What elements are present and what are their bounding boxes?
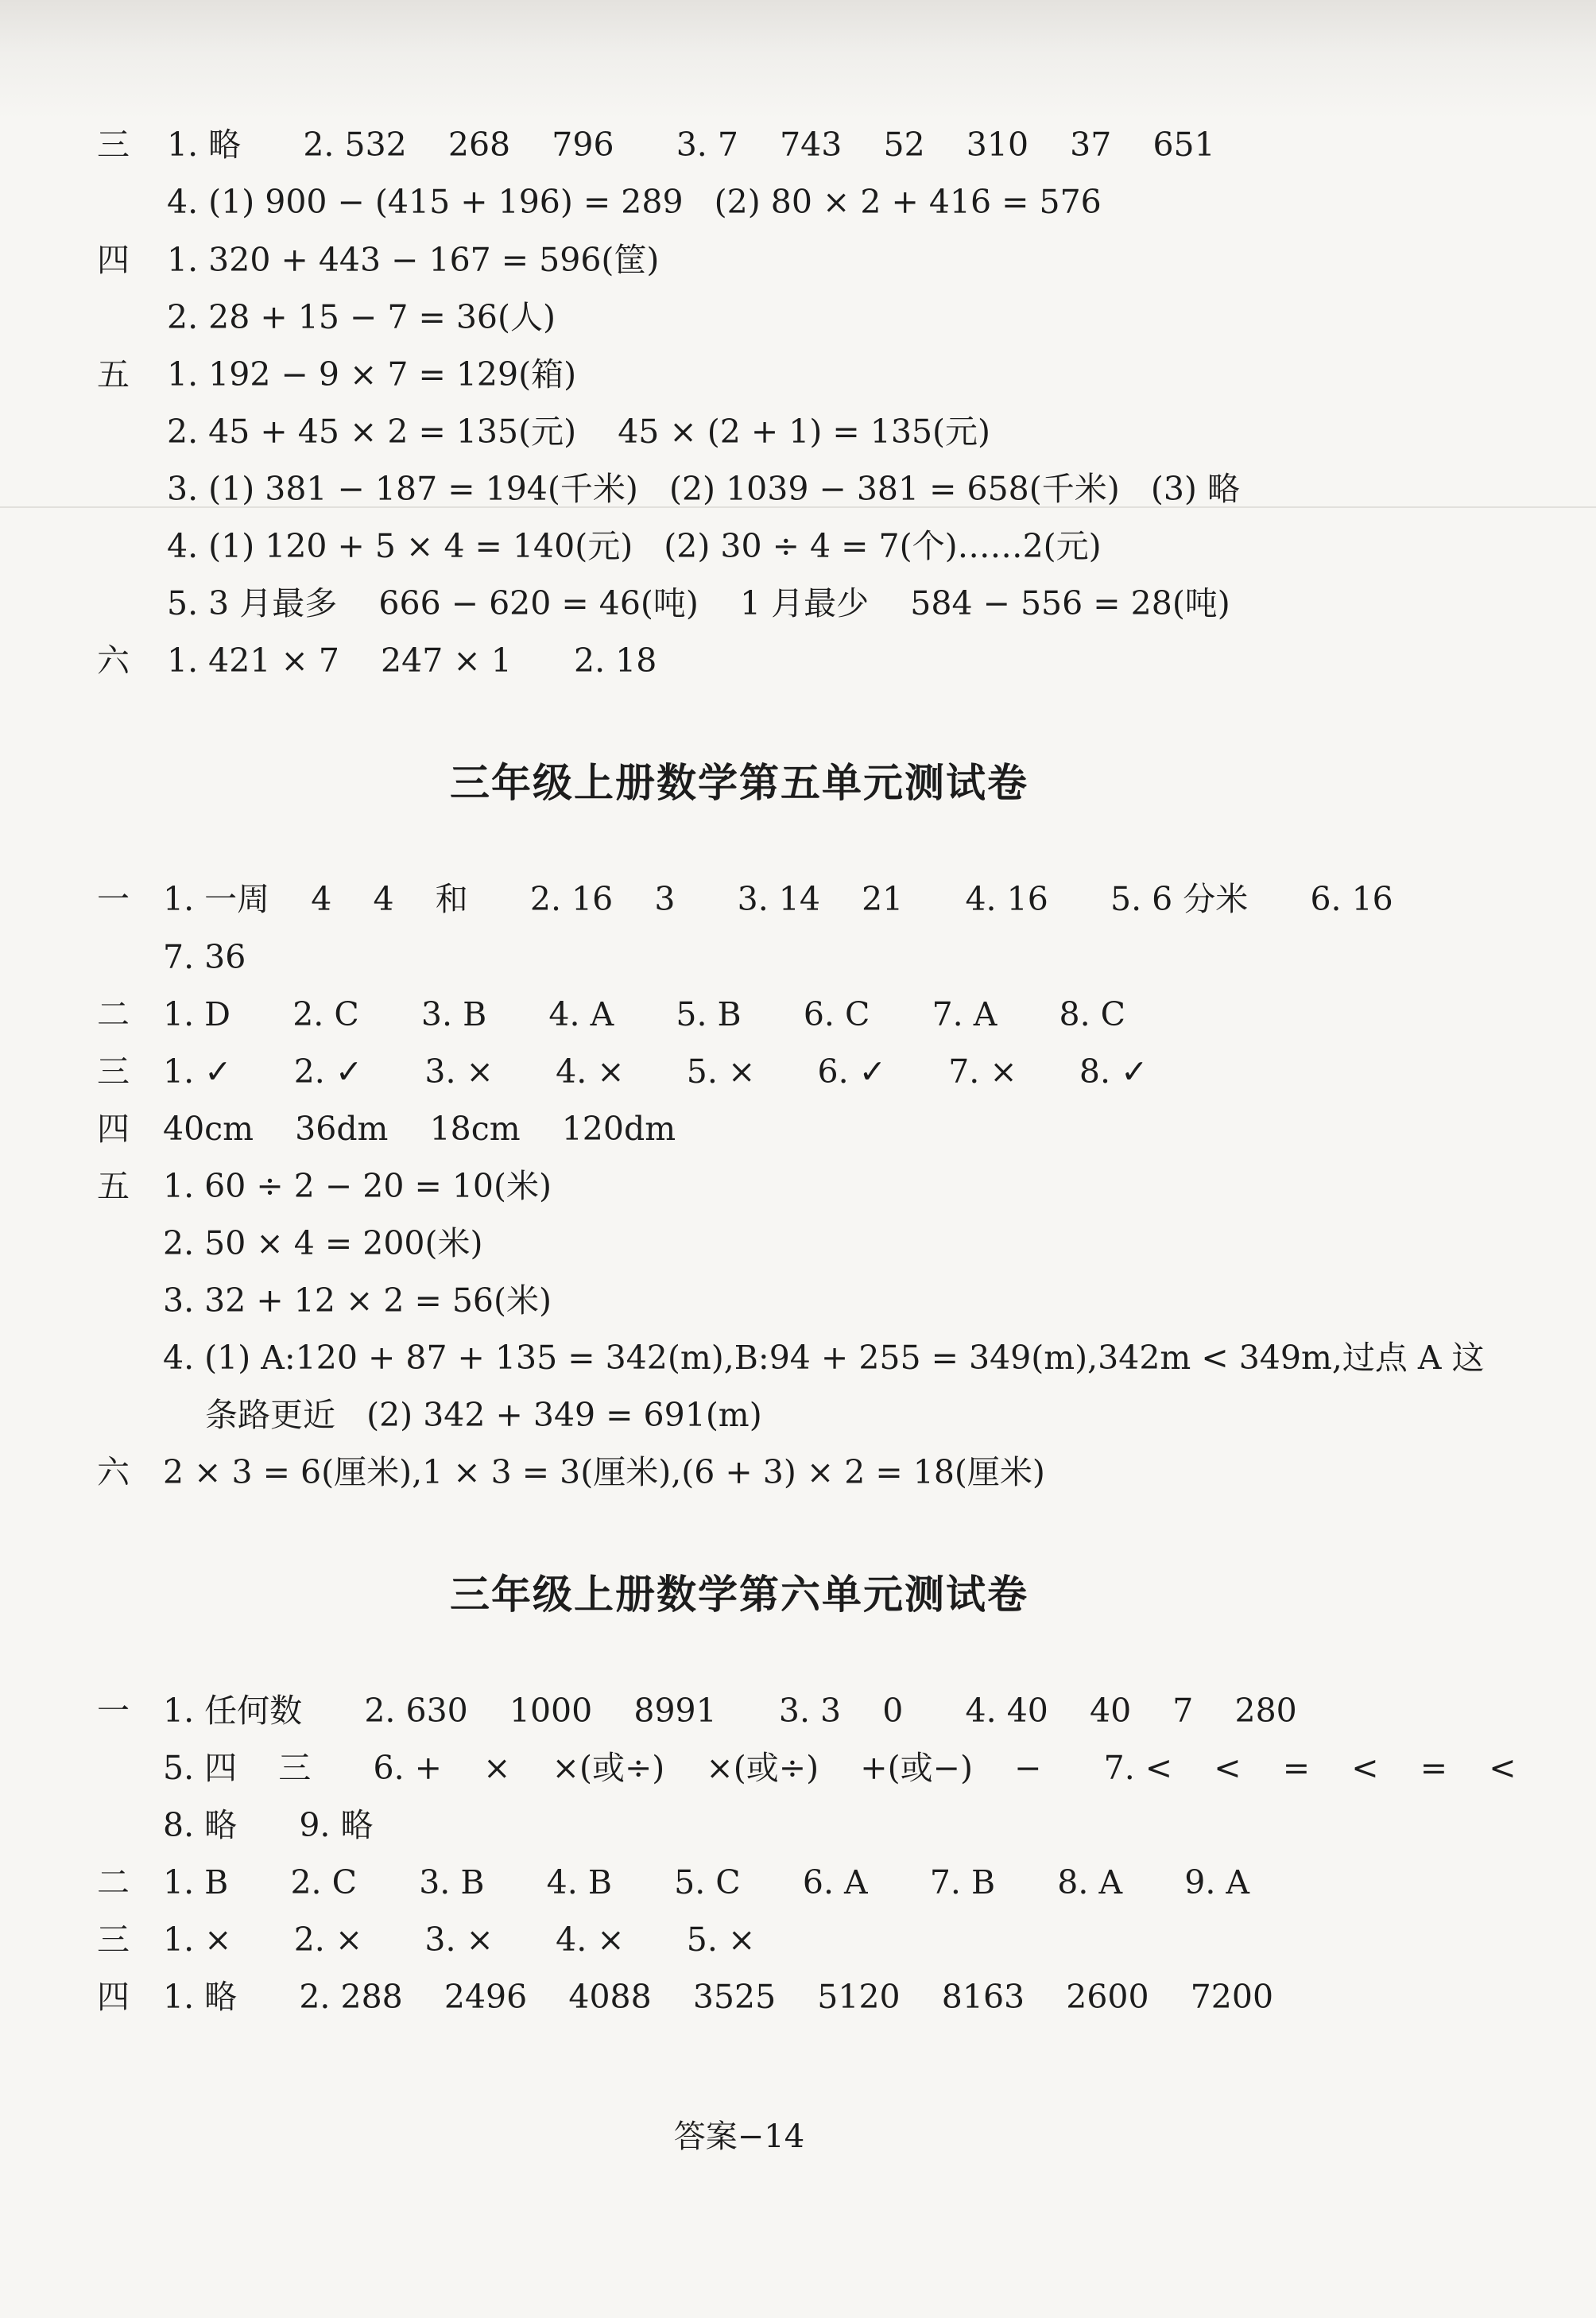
section-label: 六 bbox=[97, 1453, 130, 1491]
answer-text: 2. 50 × 4 = 200(米) bbox=[163, 1224, 483, 1262]
section-label: 三 bbox=[97, 1052, 130, 1091]
section-label: 四 bbox=[97, 1110, 130, 1148]
answer-text: 1. 略 2. 532 268 796 3. 7 743 52 310 37 651 bbox=[167, 126, 1215, 164]
answer-text: 2 × 3 = 6(厘米),1 × 3 = 3(厘米),(6 + 3) × 2 = 18(厘米) bbox=[163, 1453, 1045, 1491]
answer-text: 4. (1) 900 − (415 + 196) = 289 (2) 80 × 2 + 416 = 576 bbox=[167, 183, 1102, 221]
section-label: 三 bbox=[97, 1921, 130, 1959]
answer-text: 2. 28 + 15 − 7 = 36(人) bbox=[167, 298, 556, 336]
answer-text: 1. × 2. × 3. × 4. × 5. × bbox=[163, 1921, 756, 1959]
answer-text: 2. 45 + 45 × 2 = 135(元) 45 × (2 + 1) = 135(元) bbox=[167, 413, 991, 451]
answer-text: 5. 四 三 6. + × ×(或÷) ×(或÷) +(或−) − 7. < < = < = < bbox=[163, 1749, 1517, 1787]
section-label: 一 bbox=[97, 880, 130, 918]
answer-text: 条路更近 (2) 342 + 349 = 691(m) bbox=[205, 1396, 762, 1434]
section-label: 二 bbox=[97, 1863, 130, 1901]
answer-text: 1. B 2. C 3. B 4. B 5. C 6. A 7. B 8. A 9. A bbox=[163, 1863, 1250, 1901]
section-label: 四 bbox=[97, 1978, 130, 2016]
answer-text: 7. 36 bbox=[163, 938, 246, 976]
paper-shading bbox=[0, 0, 1596, 119]
answer-text: 1. ✓ 2. ✓ 3. × 4. × 5. × 6. ✓ 7. × 8. ✓ bbox=[163, 1052, 1149, 1091]
answer-text: 4. (1) 120 + 5 × 4 = 140(元) (2) 30 ÷ 4 = 7(个)……2(元) bbox=[167, 527, 1102, 565]
section-label: 四 bbox=[97, 241, 130, 279]
answer-text: 3. 32 + 12 × 2 = 56(米) bbox=[163, 1281, 552, 1320]
answer-text: 1. 任何数 2. 630 1000 8991 3. 3 0 4. 40 40 7 280 bbox=[163, 1692, 1297, 1730]
section-title: 三年级上册数学第五单元测试卷 bbox=[450, 760, 1028, 806]
section-label: 三 bbox=[97, 126, 130, 164]
answer-text: 1. D 2. C 3. B 4. A 5. B 6. C 7. A 8. C bbox=[163, 995, 1126, 1033]
section-title: 三年级上册数学第六单元测试卷 bbox=[450, 1572, 1028, 1618]
answer-text: 5. 3 月最多 666 − 620 = 46(吨) 1 月最少 584 − 556 = 28(吨) bbox=[167, 584, 1230, 622]
section-label: 一 bbox=[97, 1692, 130, 1730]
answer-text: 3. (1) 381 − 187 = 194(千米) (2) 1039 − 381 = 658(千米) (3) 略 bbox=[167, 470, 1240, 508]
section-label: 二 bbox=[97, 995, 130, 1033]
answer-text: 40cm 36dm 18cm 120dm bbox=[163, 1110, 676, 1148]
answer-text: 1. 60 ÷ 2 − 20 = 10(米) bbox=[163, 1167, 552, 1205]
page-number: 答案−14 bbox=[673, 2118, 805, 2155]
answer-text: 1. 192 − 9 × 7 = 129(箱) bbox=[167, 355, 577, 393]
section-label: 六 bbox=[97, 642, 130, 680]
answer-text: 1. 略 2. 288 2496 4088 3525 5120 8163 2600 7200 bbox=[163, 1978, 1274, 2016]
section-label: 五 bbox=[97, 1167, 130, 1205]
answer-text: 1. 320 + 443 − 167 = 596(筐) bbox=[167, 241, 660, 279]
answer-text: 4. (1) A:120 + 87 + 135 = 342(m),B:94 + 255 = 349(m),342m < 349m,过点 A 这 bbox=[163, 1339, 1485, 1377]
section-label: 五 bbox=[97, 355, 130, 393]
answer-text: 1. 一周 4 4 和 2. 16 3 3. 14 21 4. 16 5. 6 分米 6. 16 bbox=[163, 880, 1393, 918]
answer-text: 1. 421 × 7 247 × 1 2. 18 bbox=[167, 642, 657, 680]
answer-text: 8. 略 9. 略 bbox=[163, 1806, 374, 1844]
